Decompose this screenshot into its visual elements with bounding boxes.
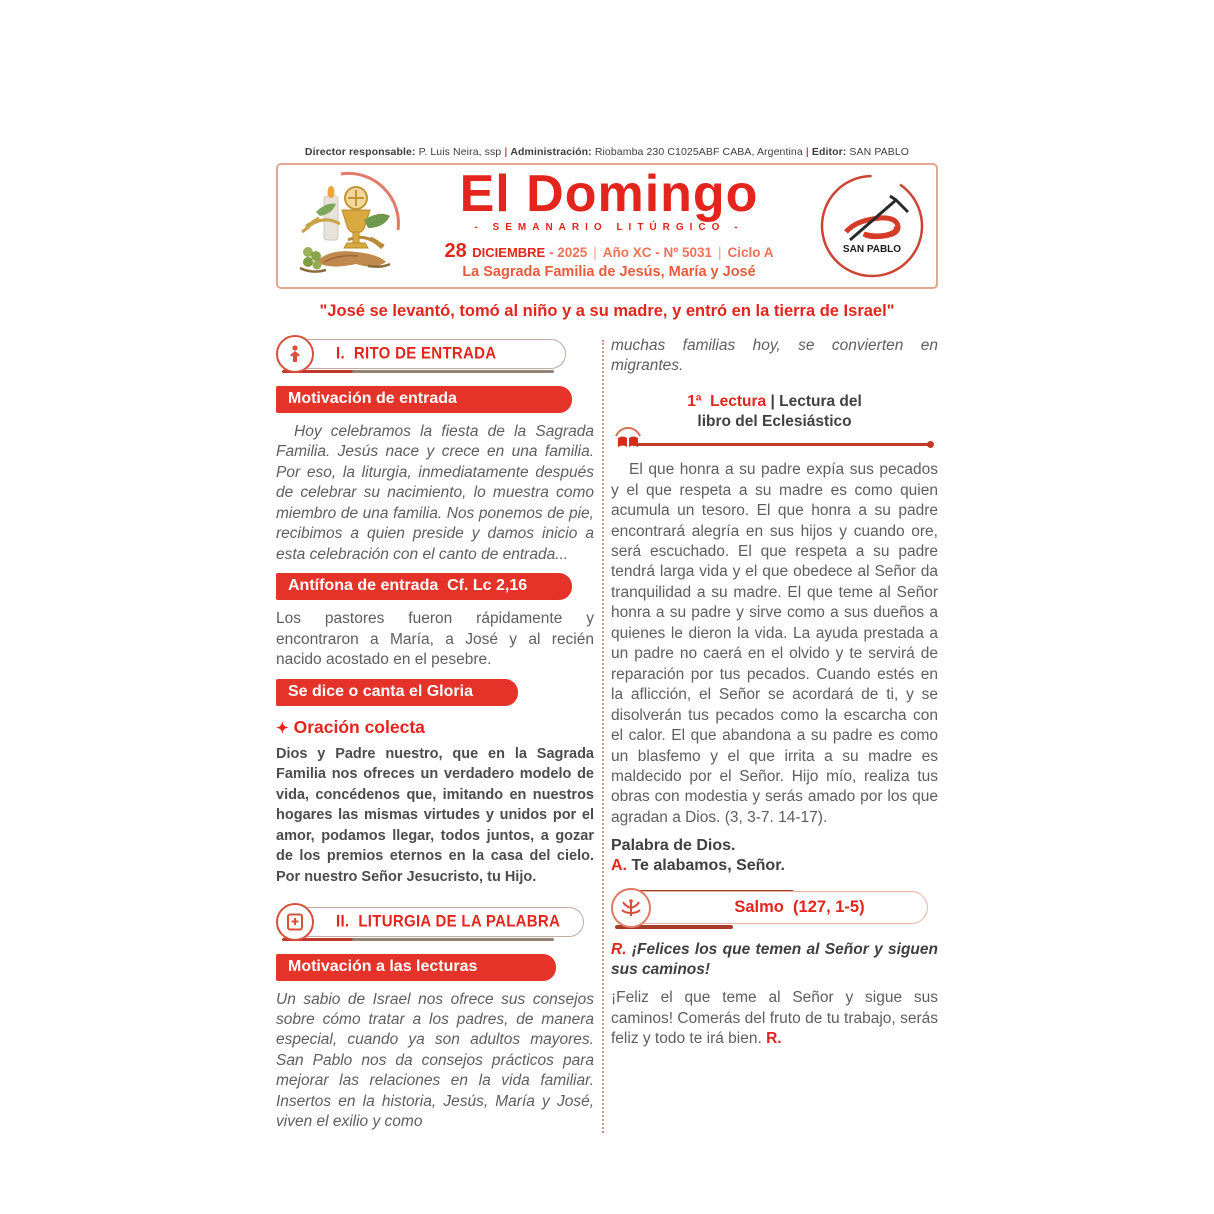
first-reading-text: El que honra a su padre expía sus pecados y el que respeta a su madre es como quien acumula un tesoro. El que honra a su padre encontrará alegría en sus hijos y cuando ore, será escuchado. El que respeta a su padre tendrá larga vida y el que obedece al Señor da tranquilidad a su madre. El que teme al Señor honra a su padre y sirve como a sus dueños a quienes le dieron la vida. La ayuda prestada a un padre no caerá en el olvido y te servirá de reparación por tus pecados. Cuando estés en la aflicción, el Señor se acordará de ti, y se disolverán tus pecados como la escarcha con el calor. El que abandona a su padre es como un blasfemo y el que irrita a su madre es maldecido por el Señor. Hijo mío, realiza tus obras con modestia y serás amado por los que agradan a Dios. (3, 3-7. 14-17). [611,461,938,826]
banner-antifona-entrada: Antífona de entrada Cf. Lc 2,16 [276,573,572,600]
psalm-section [611,888,938,930]
motivation-entry-text: Hoy celebramos la fiesta de la Sagrada Familia. Jesús nace y crece en una familia. Por eso, la liturgia, inmediatamente después de celebrar su nacimiento, lo muestra como miembro de una familia. Nos ponemos de pie, recibimos a quien preside y damos inicio a esta celebración con el canto de entrada... [276,423,594,563]
response-letter: A. [611,857,627,875]
left-column [276,336,594,1133]
collect-prayer-text: Dios y Padre nuestro, que en la Sagrada Familia nos ofreces un verdadero modelo de vida, concédenos que, imitando en nuestros hogares las mismas virtudes y unidos por el amor, podamos llegar, todos juntos, a gozar de los premios eternos en la casa del cielo. Por nuestro Señor Jesucristo, tu Hijo. [276,745,594,885]
section-rito-de-entrada [276,338,594,376]
edition-number: Año XC - Nº 5031 [602,245,712,261]
first-reading-heading-line2: libro del Eclesiástico [697,413,852,431]
first-reading-heading [611,392,938,432]
readings-motivation-text: Un sabio de Israel nos ofrece sus consejos sobre cómo tratar a los padres, de manera especial, cuando ya son adultos mayores. San Pablo nos da consejos prácticos para mejorar las relaciones en la vida familiar. Insertos en la historia, Jesús, María y José, viven el exilio y como [276,990,594,1131]
psalm-verse-text: ¡Feliz el que teme al Señor y sigue sus caminos! Comerás del fruto de tu trabajo, serás feliz y todo te irá bien. [611,988,938,1048]
reading-number: 1ª Lectura [687,392,767,410]
reading-rule [611,432,938,456]
san-pablo-logo [816,170,928,282]
feast-name: La Sagrada Familia de Jesús, María y José [462,264,756,281]
masthead-separator: | [504,146,508,158]
entrance-antiphon-text: Los pastores fueron rápidamente y encontraron a María, a José y al recién nacido acostado en el pesebre. [276,610,594,669]
liturgical-cycle: Ciclo A [727,245,774,261]
response-text: Te alabamos, Señor. [627,857,785,875]
banner-motivacion-lecturas: Motivación a las lecturas [276,954,556,981]
header-box [276,163,938,289]
lectionary-book-icon [276,903,314,941]
separator: | [593,245,597,261]
eucharist-artwork-icon [286,168,402,284]
reading-source-part1: | Lectura del [766,392,862,410]
section-underline [282,370,554,373]
masthead-separator: | [805,146,809,158]
admin-label: Administración: [510,146,592,158]
header-center [402,164,816,281]
san-pablo-text: SAN PABLO [842,244,902,255]
editor-value: SAN PABLO [846,146,910,158]
right-column [611,336,938,1133]
date-year: - 2025 [545,245,588,261]
collect-prayer-heading [276,717,594,738]
refrain-letter: R. [611,941,627,959]
director-value: P. Luis Neira, ssp [415,146,502,158]
section-liturgia-palabra [276,906,594,944]
word-of-god: Palabra de Dios. [611,837,736,855]
refrain-text: ¡Felices los que temen al Señor y siguen sus caminos! [611,941,938,979]
bulletin-page [276,0,938,1133]
open-book-icon [611,424,645,458]
separator: | [718,245,722,261]
banner-gloria: Se dice o canta el Gloria [276,679,518,706]
editor-label: Editor: [811,146,847,158]
collect-title: Oración colecta [293,716,425,737]
section-underline [282,938,554,941]
psalm-verse [611,988,938,1051]
masthead [276,146,938,158]
two-column-body [276,336,938,1133]
admin-value: Riobamba 230 C1025ABF CABA, Argentina [591,146,803,158]
priest-figure-icon [276,335,314,373]
first-reading-heading-line1 [611,392,938,412]
section-title: II. LITURGIA DE LA PALABRA [336,911,561,931]
gospel-quote: "José se levantó, tomó al niño y a su madre, y entró en la tierra de Israel" [319,302,895,320]
paper-subtitle: - SEMANARIO LITÚRGICO - [474,222,744,234]
date-day: 28 [444,240,473,263]
readings-motivation-continued: muchas familias hoy, se convierten en migrantes. [611,337,938,375]
banner-motivacion-entrada: Motivación de entrada [276,386,572,413]
column-divider [602,340,604,1133]
date-line [402,240,816,263]
psalm-refrain [611,940,938,980]
rule-line [633,443,932,446]
diamond-icon: ✦ [276,719,289,737]
refrain-end-letter: R. [766,1030,782,1048]
section-title: I. RITO DE ENTRADA [336,344,497,363]
paper-title: El Domingo [459,164,759,223]
assembly-response [611,857,938,875]
psalm-title: Salmo (127, 1-5) [734,898,865,917]
date-month: DICIEMBRE [472,245,546,261]
director-label: Director responsable: [304,146,416,158]
